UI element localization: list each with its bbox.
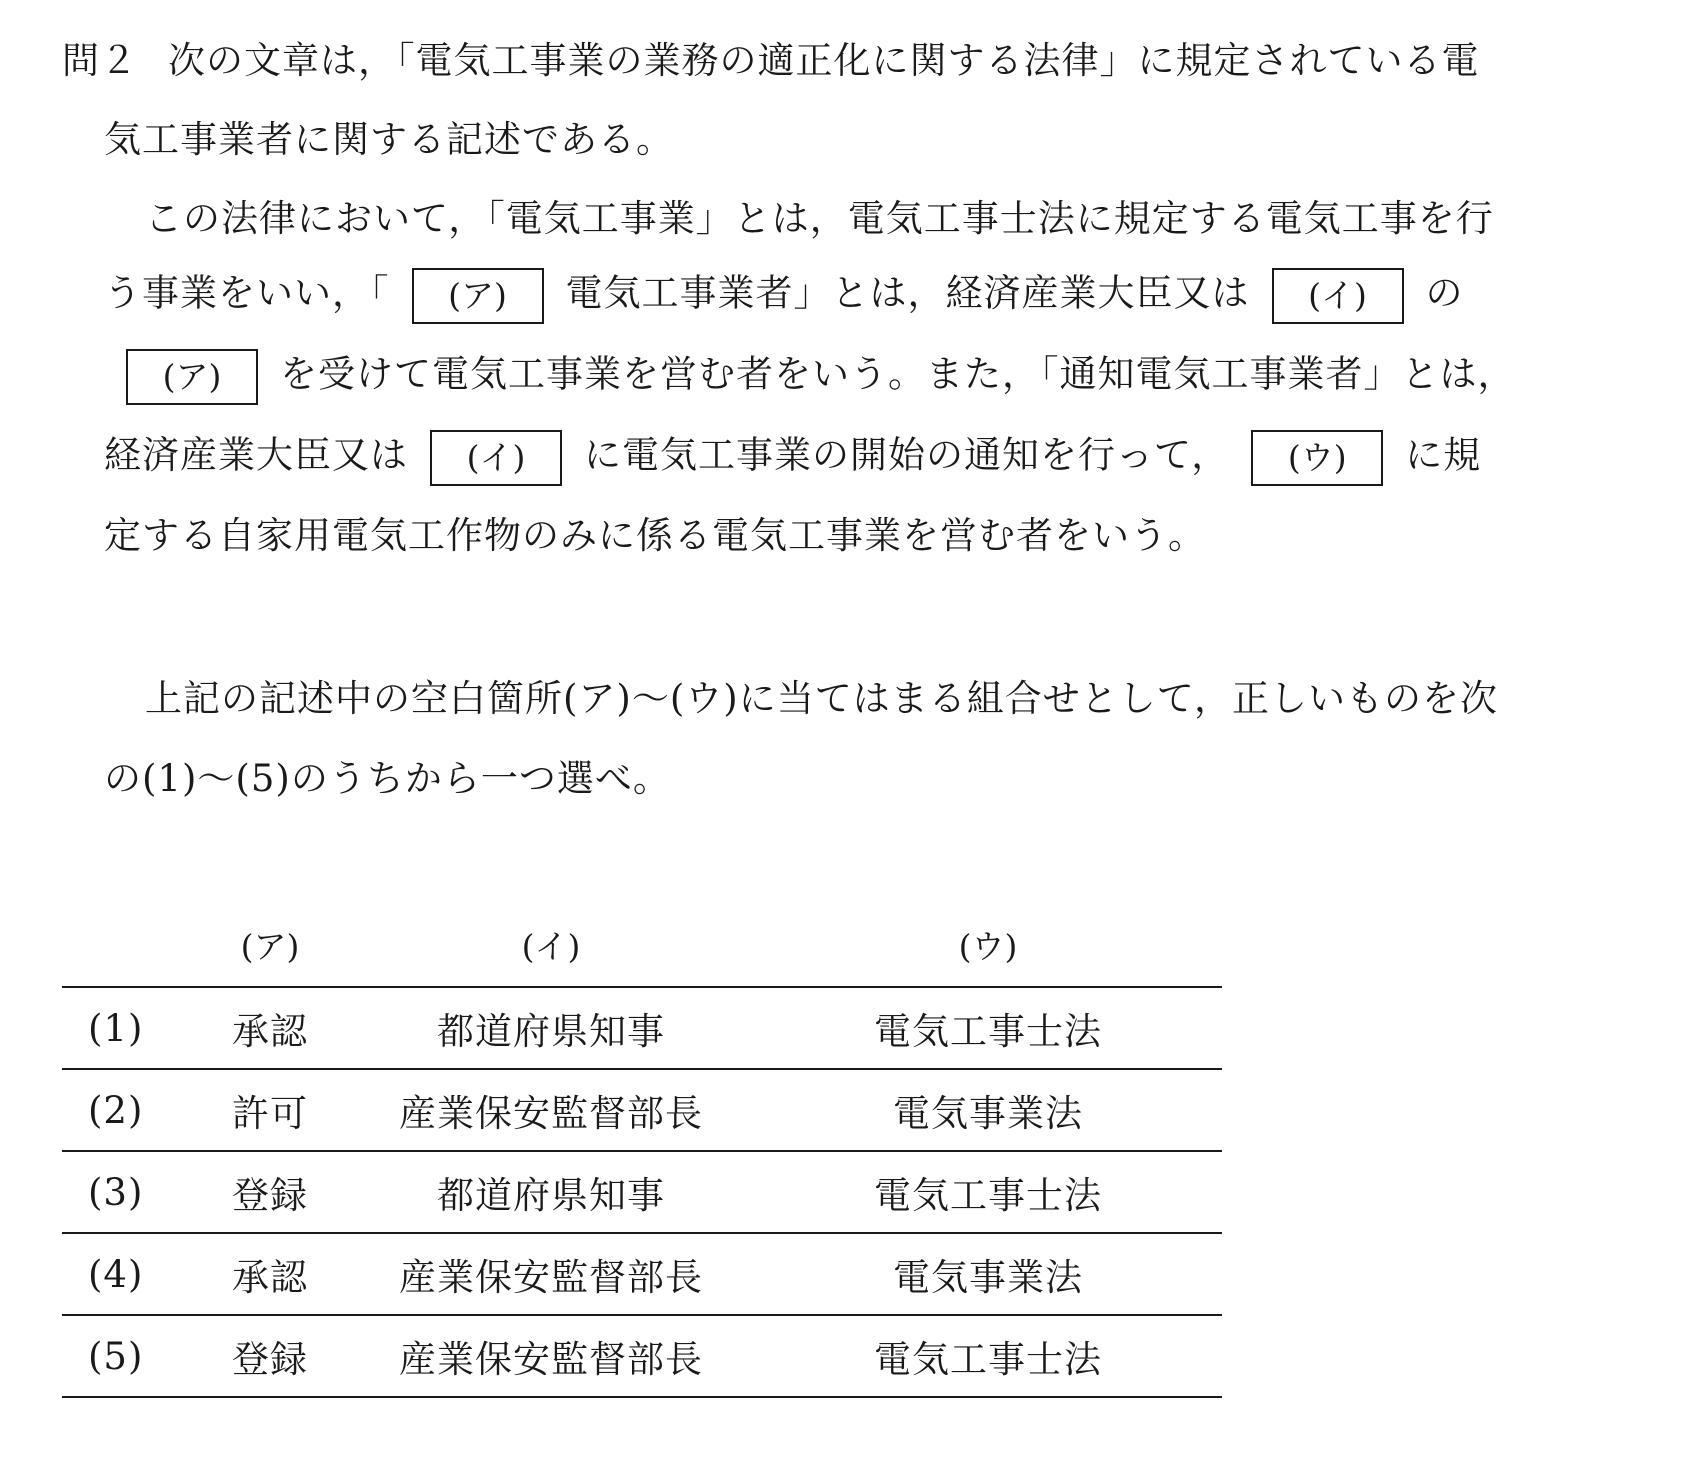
blank-i-2: (イ): [430, 430, 562, 486]
question-line-1: [62, 39, 1480, 82]
passage-line-5: [104, 514, 1206, 557]
table-row: [62, 1151, 1222, 1233]
instruction-line-2: [104, 757, 671, 800]
table-row: [62, 1233, 1222, 1315]
table-header-u: (ウ): [754, 910, 1222, 987]
choice-i: 産業保安監督部長: [348, 1069, 754, 1151]
blank-a-2: (ア): [126, 349, 258, 405]
passage-text-4b: に電気工事業の開始の通知を行って，: [584, 433, 1230, 477]
table-header-a: (ア): [192, 910, 348, 987]
passage-text-2c: の: [1425, 271, 1464, 315]
choice-i: 都道府県知事: [348, 1151, 754, 1233]
table-row: [62, 1069, 1222, 1151]
choice-number: (3): [62, 1151, 192, 1233]
question-text-2: 気工事業者に関する記述である。: [104, 118, 674, 161]
passage-text-5: 定する自家用電気工作物のみに係る電気工事業を営む者をいう。: [104, 514, 1206, 557]
instruction-text-1: 上記の記述中の空白箇所(ア)～(ウ)に当てはまる組合せとして，正しいものを次: [145, 677, 1498, 720]
choice-u: 電気工事士法: [754, 987, 1222, 1069]
table-header-row: [62, 910, 1222, 987]
passage-text-2a: う事業をいい，「: [104, 271, 390, 315]
passage-text-1: この法律において，「電気工事業」とは，電気工事士法に規定する電気工事を行: [145, 197, 1494, 240]
passage-line-3: [126, 349, 1516, 405]
choice-i: 産業保安監督部長: [348, 1233, 754, 1315]
passage-line-4: [104, 430, 1481, 486]
question-number: 問２: [62, 39, 138, 82]
passage-line-2: [104, 268, 1464, 324]
table-header-i: (イ): [348, 910, 754, 987]
choice-u: 電気工事士法: [754, 1315, 1222, 1397]
instruction-line-1: [145, 677, 1498, 720]
choice-a: 許可: [192, 1069, 348, 1151]
choice-u: 電気事業法: [754, 1069, 1222, 1151]
question-line-2: [104, 118, 674, 161]
choice-a: 承認: [192, 1233, 348, 1315]
choice-i: 都道府県知事: [348, 987, 754, 1069]
blank-u: (ウ): [1251, 430, 1383, 486]
choice-u: 電気事業法: [754, 1233, 1222, 1315]
instruction-text-2: の(1)～(5)のうちから一つ選べ。: [104, 757, 671, 800]
table-header-num: [62, 910, 192, 987]
choice-number: (5): [62, 1315, 192, 1397]
choice-u: 電気工事士法: [754, 1151, 1222, 1233]
passage-text-4a: 経済産業大臣又は: [104, 433, 408, 477]
choice-a: 登録: [192, 1151, 348, 1233]
choices-table-wrap: [62, 910, 1222, 1398]
choice-a: 登録: [192, 1315, 348, 1397]
choice-number: (1): [62, 987, 192, 1069]
passage-text-4c: に規: [1405, 433, 1482, 477]
table-row: [62, 987, 1222, 1069]
choices-table: [62, 910, 1222, 1398]
choice-number: (4): [62, 1233, 192, 1315]
passage-text-2b: 電気工事業者」とは，経済産業大臣又は: [565, 271, 1250, 315]
question-text-1: 次の文章は，「電気工事業の業務の適正化に関する法律」に規定されている電: [168, 39, 1480, 82]
choice-i: 産業保安監督部長: [348, 1315, 754, 1397]
passage-text-3: を受けて電気工事業を営む者をいう。また，「通知電気工事業者」とは，: [280, 352, 1516, 396]
passage-line-1: [145, 197, 1494, 240]
choice-a: 承認: [192, 987, 348, 1069]
table-row: [62, 1315, 1222, 1397]
choice-number: (2): [62, 1069, 192, 1151]
blank-a: (ア): [412, 268, 544, 324]
blank-i: (イ): [1272, 268, 1404, 324]
